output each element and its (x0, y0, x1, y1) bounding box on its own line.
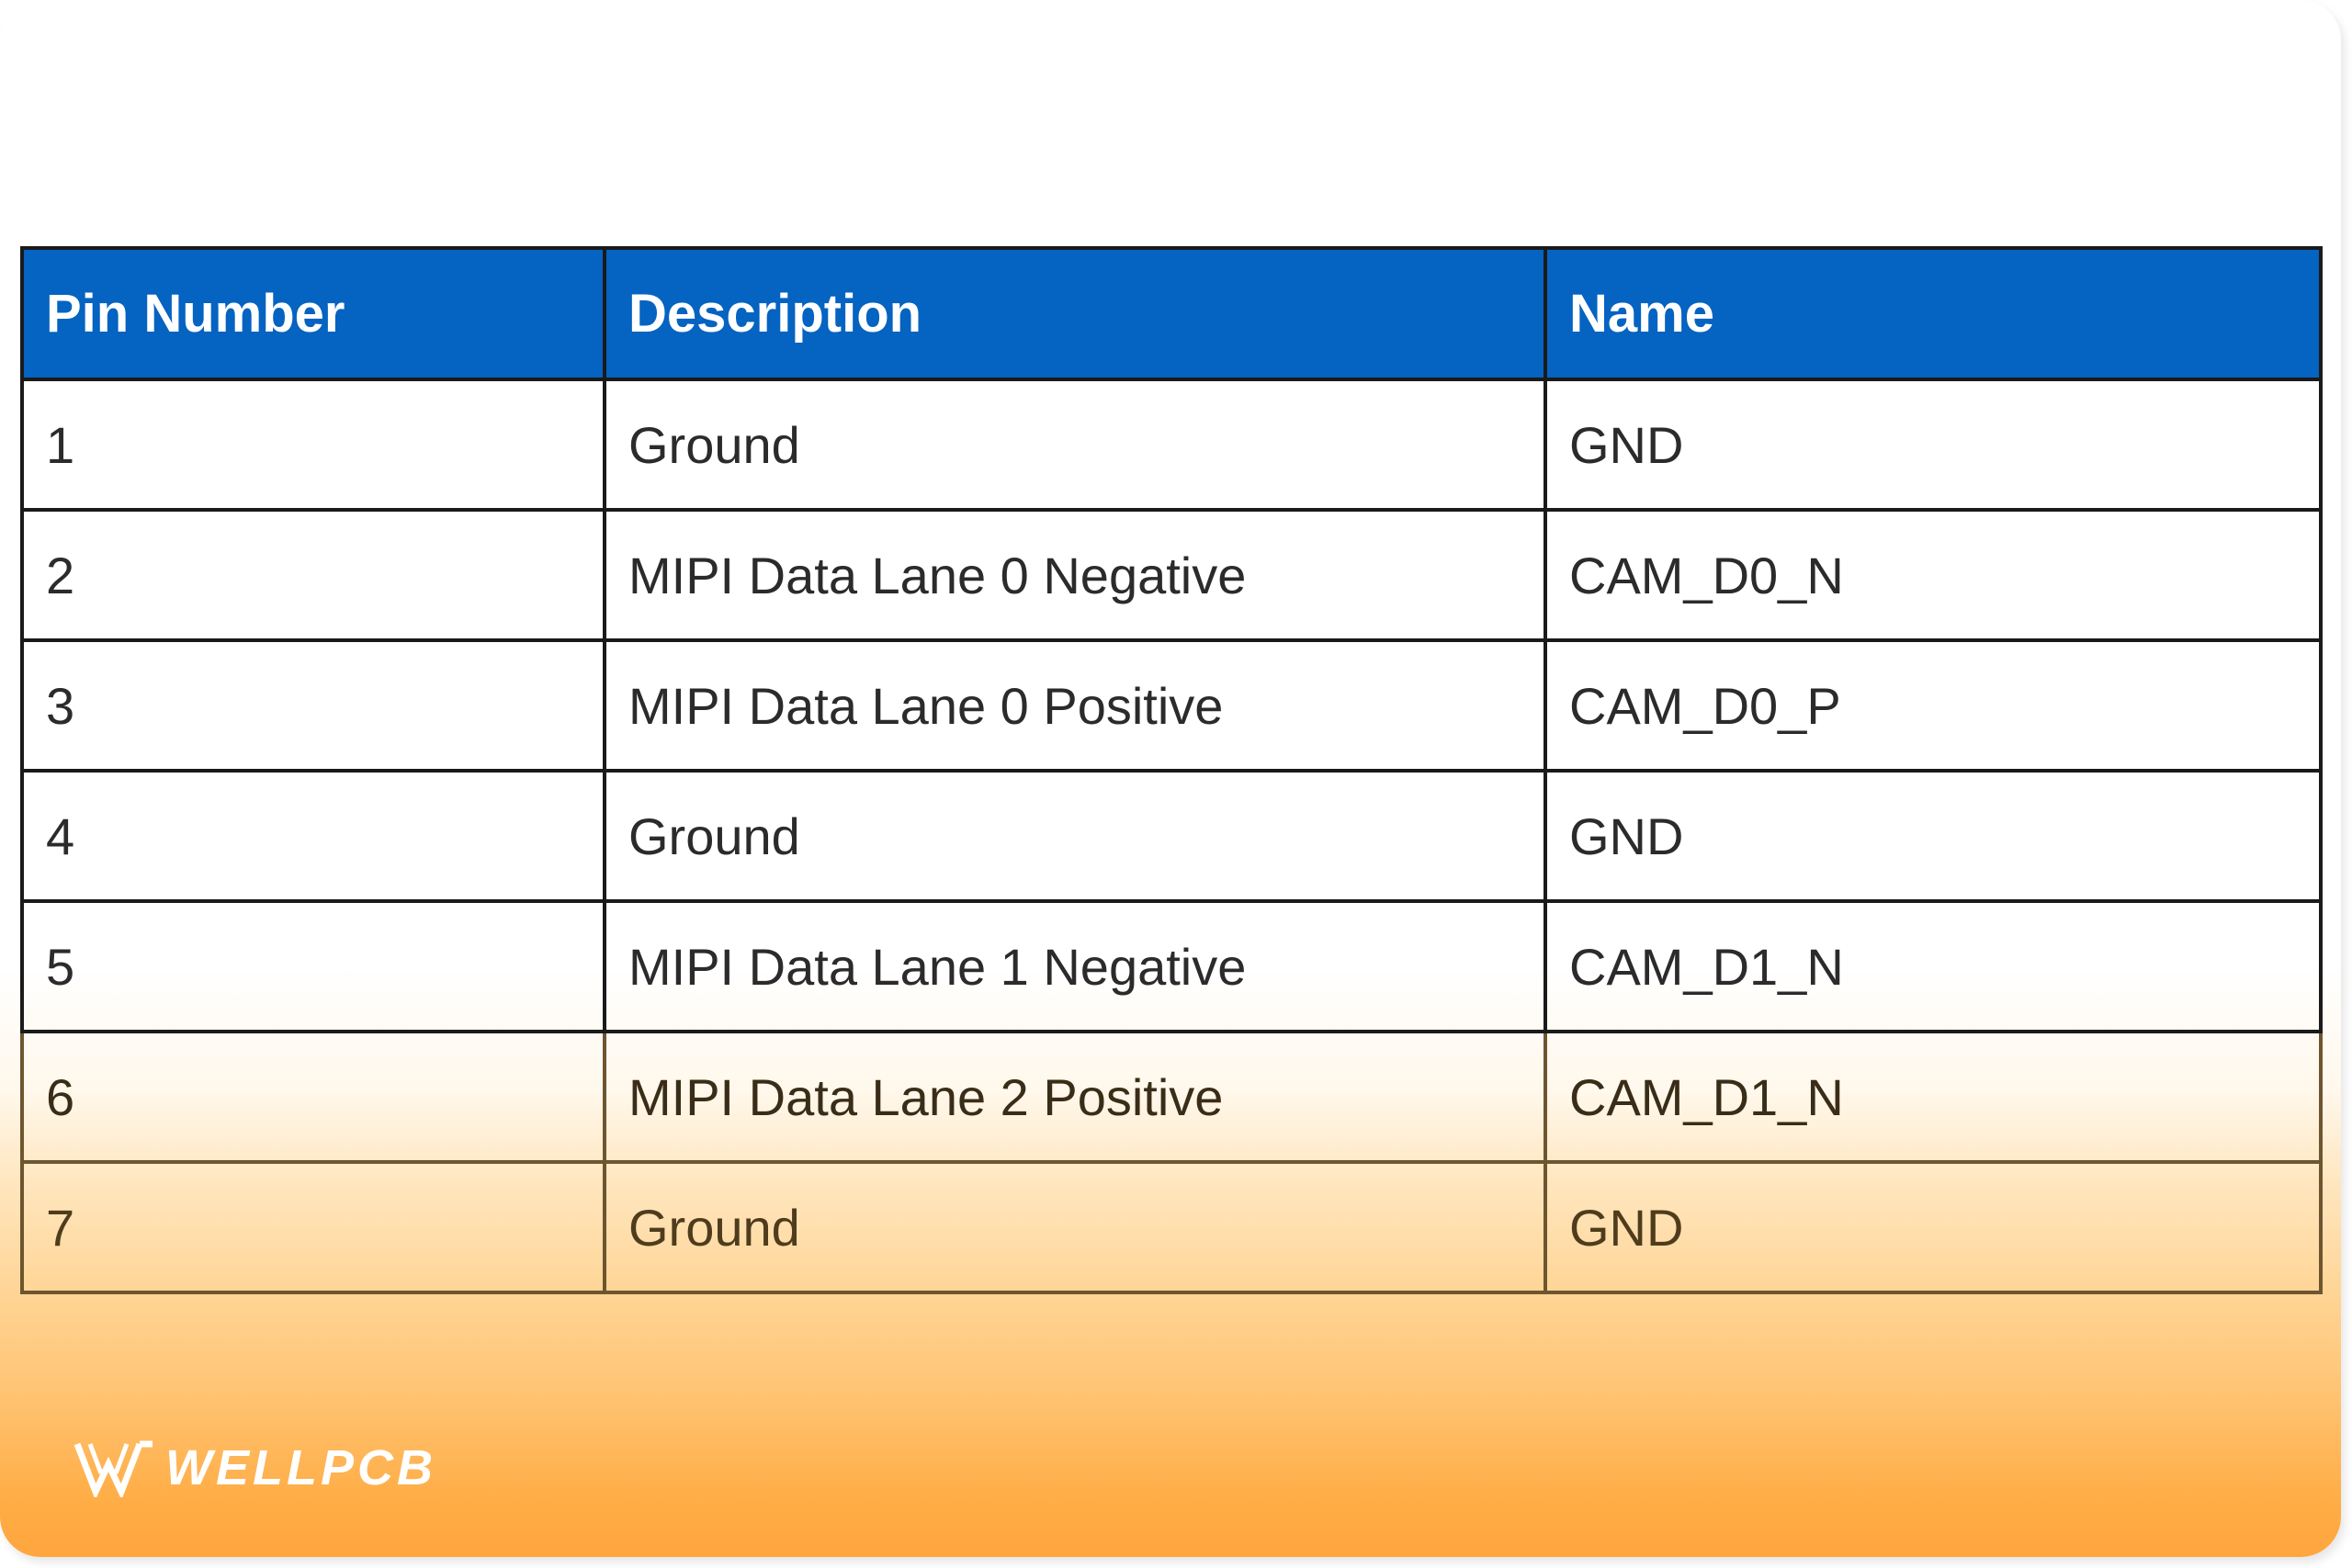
pinout-table (20, 246, 2323, 1294)
cell-name: GND (1545, 379, 2321, 510)
cell-pin-number: 3 (22, 640, 605, 771)
cell-description: MIPI Data Lane 1 Negative (605, 901, 1545, 1032)
cell-pin-number: 1 (22, 379, 605, 510)
cell-description: Ground (605, 379, 1545, 510)
header-pin-number: Pin Number (22, 248, 605, 379)
wellpcb-watermark (72, 1438, 436, 1497)
cell-name: CAM_D1_N (1545, 901, 2321, 1032)
cell-name: GND (1545, 1162, 2321, 1292)
table-header-row (22, 248, 2321, 379)
cell-description: MIPI Data Lane 0 Negative (605, 510, 1545, 640)
table-row (22, 510, 2321, 640)
cell-pin-number: 2 (22, 510, 605, 640)
table-row (22, 771, 2321, 901)
cell-pin-number: 4 (22, 771, 605, 901)
header-description: Description (605, 248, 1545, 379)
cell-description: Ground (605, 771, 1545, 901)
wellpcb-logo-icon (72, 1438, 158, 1497)
cell-name: GND (1545, 771, 2321, 901)
cell-description: MIPI Data Lane 0 Positive (605, 640, 1545, 771)
cell-pin-number: 7 (22, 1162, 605, 1292)
cell-name: CAM_D0_N (1545, 510, 2321, 640)
table-row (22, 1032, 2321, 1162)
wellpcb-logo-text: WELLPCB (165, 1440, 436, 1495)
table-row (22, 1162, 2321, 1292)
cell-pin-number: 6 (22, 1032, 605, 1162)
header-name: Name (1545, 248, 2321, 379)
cell-pin-number: 5 (22, 901, 605, 1032)
cell-description: Ground (605, 1162, 1545, 1292)
table-row (22, 640, 2321, 771)
table-row (22, 901, 2321, 1032)
table-row (22, 379, 2321, 510)
cell-name: CAM_D0_P (1545, 640, 2321, 771)
cell-description: MIPI Data Lane 2 Positive (605, 1032, 1545, 1162)
cell-name: CAM_D1_N (1545, 1032, 2321, 1162)
